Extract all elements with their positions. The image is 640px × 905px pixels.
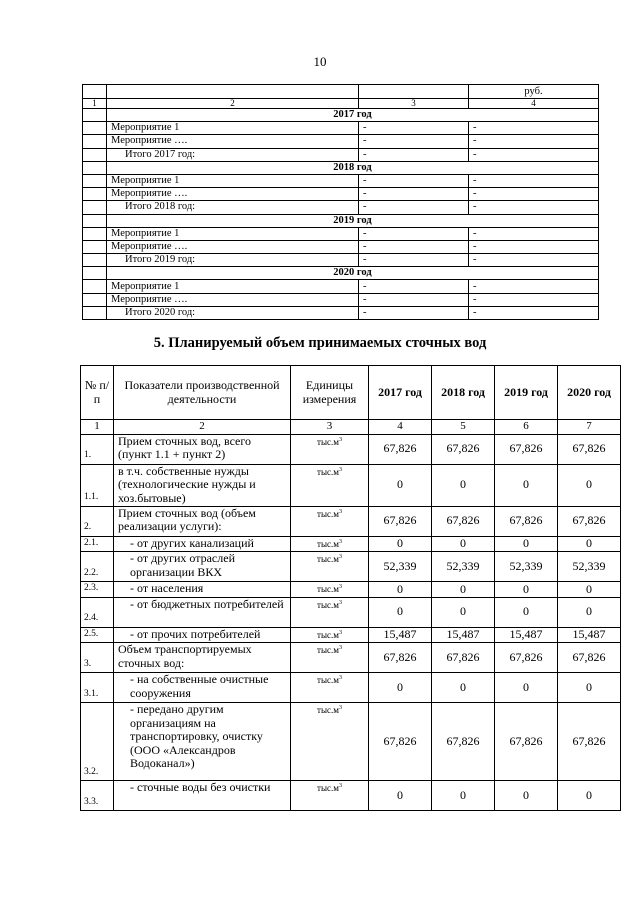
year-row <box>83 214 599 227</box>
value-cell: 0 <box>495 582 558 598</box>
value-col3: - <box>359 227 469 240</box>
year-label: 2019 год <box>107 214 599 227</box>
year-label: 2017 год <box>107 109 599 122</box>
value-cell: 0 <box>495 781 558 811</box>
table-row <box>83 188 599 201</box>
table-row <box>81 627 621 643</box>
value-col3: - <box>359 293 469 306</box>
value-col4: - <box>469 227 599 240</box>
unit-text: тыс.м <box>317 436 339 447</box>
year-row <box>83 109 599 122</box>
table-row <box>83 201 599 214</box>
unit-text: тыс.м <box>317 466 339 477</box>
header-year-2020: 2020 год <box>558 366 621 420</box>
table-row <box>83 122 599 135</box>
unit-cell <box>291 552 369 582</box>
value-cell: 0 <box>558 464 621 506</box>
table-row <box>81 434 621 464</box>
column-number: 6 <box>495 420 558 435</box>
row-number: 2.2. <box>81 552 114 582</box>
indicator-label: Объем транспортируемых сточных вод: <box>114 643 291 673</box>
row-number: 2.5. <box>81 627 114 643</box>
section-title: 5. Планируемый объем принимаемых сточных вод <box>153 335 487 351</box>
value-cell: 0 <box>369 597 432 627</box>
unit-cell <box>291 781 369 811</box>
unit-exponent: 3 <box>338 508 342 515</box>
table-row <box>83 293 599 306</box>
table-row <box>81 536 621 552</box>
value-cell: 67,826 <box>558 434 621 464</box>
column-number: 1 <box>83 99 107 109</box>
unit-text: тыс.м <box>317 508 339 519</box>
table-row <box>81 643 621 673</box>
value-cell: 67,826 <box>495 434 558 464</box>
table-row <box>83 240 599 253</box>
value-col3: - <box>359 201 469 214</box>
column-number: 4 <box>469 99 599 109</box>
value-col4: - <box>469 201 599 214</box>
row-number: 2.3. <box>81 582 114 598</box>
row-num-cell <box>83 240 107 253</box>
indicator-label: - передано другим организациям на транспортировку, очистку (ООО «Александров Водоканал») <box>114 703 291 781</box>
row-number: 2.4. <box>81 597 114 627</box>
value-cell: 0 <box>495 536 558 552</box>
unit-exponent: 3 <box>338 466 342 473</box>
measure-label: Мероприятие …. <box>107 293 359 306</box>
value-cell: 0 <box>558 597 621 627</box>
row-num-cell <box>83 122 107 135</box>
unit-exponent: 3 <box>338 783 342 789</box>
value-col3: - <box>359 254 469 267</box>
unit-text: тыс.м <box>317 629 339 640</box>
value-cell: 0 <box>369 673 432 703</box>
unit-exponent: 3 <box>338 705 342 711</box>
unit-text: тыс.м <box>317 538 339 549</box>
value-cell: 0 <box>495 597 558 627</box>
table-row <box>83 135 599 148</box>
value-cell: 0 <box>369 536 432 552</box>
indicator-label: Прием сточных вод, всего (пункт 1.1 + пункт 2) <box>114 434 291 464</box>
currency-label: руб. <box>469 85 599 99</box>
measure-label: Итого 2019 год: <box>107 254 359 267</box>
column-number: 3 <box>359 99 469 109</box>
table-row <box>81 781 621 811</box>
indicator-label: в т.ч. собственные нужды (технологические нужды и хоз.бытовые) <box>114 464 291 506</box>
row-number: 3. <box>81 643 114 673</box>
unit-text: тыс.м <box>317 554 339 564</box>
value-col4: - <box>469 306 599 319</box>
row-number: 3.2. <box>81 703 114 781</box>
header-indicator: Показатели производственной деятельности <box>114 366 291 420</box>
header-unit: Единицы измерения <box>291 366 369 420</box>
measure-label: Итого 2017 год: <box>107 148 359 161</box>
unit-cell <box>291 673 369 703</box>
value-cell: 0 <box>558 536 621 552</box>
table-row <box>81 582 621 598</box>
value-cell: 0 <box>432 673 495 703</box>
table-row <box>83 174 599 187</box>
value-col3: - <box>359 135 469 148</box>
value-cell: 67,826 <box>432 703 495 781</box>
value-col4: - <box>469 280 599 293</box>
row-num-cell <box>83 188 107 201</box>
unit-cell <box>291 597 369 627</box>
header-cell <box>359 85 469 99</box>
measure-label: Мероприятие 1 <box>107 280 359 293</box>
value-cell: 0 <box>432 582 495 598</box>
value-col4: - <box>469 174 599 187</box>
unit-exponent: 3 <box>338 584 342 590</box>
value-cell: 15,487 <box>369 627 432 643</box>
row-number: 3.3. <box>81 781 114 811</box>
value-cell: 52,339 <box>495 552 558 582</box>
measure-label: Мероприятие …. <box>107 135 359 148</box>
value-cell: 0 <box>432 781 495 811</box>
value-col4: - <box>469 135 599 148</box>
measure-label: Мероприятие 1 <box>107 174 359 187</box>
value-col3: - <box>359 240 469 253</box>
value-col3: - <box>359 174 469 187</box>
measure-label: Итого 2020 год: <box>107 306 359 319</box>
year-label: 2018 год <box>107 161 599 174</box>
value-cell: 67,826 <box>558 506 621 536</box>
measures-table <box>82 84 599 320</box>
value-col4: - <box>469 240 599 253</box>
row-num-cell <box>83 201 107 214</box>
value-cell: 67,826 <box>432 506 495 536</box>
row-num-cell <box>83 227 107 240</box>
header-year-2018: 2018 год <box>432 366 495 420</box>
row-num-cell <box>83 293 107 306</box>
value-cell: 67,826 <box>495 703 558 781</box>
value-cell: 67,826 <box>495 506 558 536</box>
indicator-label: - от бюджетных потребителей <box>114 597 291 627</box>
table-row <box>83 280 599 293</box>
value-cell: 67,826 <box>558 643 621 673</box>
table-header-row <box>83 85 599 99</box>
measure-label: Мероприятие 1 <box>107 227 359 240</box>
indicator-label: Прием сточных вод (объем реализации услуги): <box>114 506 291 536</box>
table-row <box>81 552 621 582</box>
value-col4: - <box>469 148 599 161</box>
row-num-cell <box>83 174 107 187</box>
unit-exponent: 3 <box>338 645 342 651</box>
value-cell: 67,826 <box>369 643 432 673</box>
unit-cell <box>291 464 369 506</box>
table-row <box>81 673 621 703</box>
value-cell: 0 <box>558 781 621 811</box>
column-number: 4 <box>369 420 432 435</box>
value-cell: 15,487 <box>558 627 621 643</box>
year-cell-empty <box>83 161 107 174</box>
unit-text: тыс.м <box>317 705 339 715</box>
header-num: № п/п <box>81 366 114 420</box>
indicator-label: - на собственные очистные сооружения <box>114 673 291 703</box>
indicator-label: - сточные воды без очистки <box>114 781 291 811</box>
value-cell: 15,487 <box>495 627 558 643</box>
unit-exponent: 3 <box>338 436 342 443</box>
column-number-row <box>81 420 621 435</box>
row-num-cell <box>83 148 107 161</box>
value-cell: 15,487 <box>432 627 495 643</box>
table-row <box>81 703 621 781</box>
table-row <box>81 464 621 506</box>
unit-exponent: 3 <box>338 675 342 681</box>
unit-cell <box>291 434 369 464</box>
indicator-label: - от других отраслей организации ВКХ <box>114 552 291 582</box>
value-cell: 67,826 <box>369 506 432 536</box>
row-num-cell <box>83 254 107 267</box>
measure-label: Итого 2018 год: <box>107 201 359 214</box>
unit-exponent: 3 <box>338 629 342 636</box>
value-col3: - <box>359 280 469 293</box>
value-cell: 52,339 <box>432 552 495 582</box>
unit-text: тыс.м <box>317 599 339 610</box>
column-number: 7 <box>558 420 621 435</box>
row-number: 3.1. <box>81 673 114 703</box>
table-row <box>81 506 621 536</box>
value-cell: 52,339 <box>369 552 432 582</box>
row-number: 2. <box>81 506 114 536</box>
value-col3: - <box>359 188 469 201</box>
unit-text: тыс.м <box>317 584 339 594</box>
table-row <box>81 597 621 627</box>
value-cell: 0 <box>369 582 432 598</box>
value-cell: 67,826 <box>495 643 558 673</box>
value-cell: 67,826 <box>432 643 495 673</box>
wastewater-table <box>80 365 621 811</box>
value-cell: 67,826 <box>369 703 432 781</box>
table-row <box>83 254 599 267</box>
value-cell: 0 <box>369 464 432 506</box>
unit-cell <box>291 582 369 598</box>
unit-text: тыс.м <box>317 783 339 793</box>
year-row <box>83 161 599 174</box>
value-col3: - <box>359 148 469 161</box>
row-number: 1. <box>81 434 114 464</box>
measure-label: Мероприятие …. <box>107 240 359 253</box>
unit-text: тыс.м <box>317 645 339 655</box>
table-row <box>83 148 599 161</box>
header-cell <box>83 85 107 99</box>
column-number: 2 <box>107 99 359 109</box>
column-number-row <box>83 99 599 109</box>
value-cell: 0 <box>495 673 558 703</box>
unit-exponent: 3 <box>338 538 342 545</box>
value-cell: 0 <box>369 781 432 811</box>
value-cell: 67,826 <box>558 703 621 781</box>
value-cell: 52,339 <box>558 552 621 582</box>
unit-exponent: 3 <box>338 554 342 560</box>
year-row <box>83 267 599 280</box>
value-cell: 0 <box>432 536 495 552</box>
unit-cell <box>291 627 369 643</box>
column-number: 3 <box>291 420 369 435</box>
value-col3: - <box>359 122 469 135</box>
year-cell-empty <box>83 267 107 280</box>
year-cell-empty <box>83 109 107 122</box>
value-cell: 0 <box>432 464 495 506</box>
indicator-label: - от прочих потребителей <box>114 627 291 643</box>
value-cell: 67,826 <box>432 434 495 464</box>
measure-label: Мероприятие 1 <box>107 122 359 135</box>
value-cell: 0 <box>495 464 558 506</box>
column-number: 5 <box>432 420 495 435</box>
column-number: 1 <box>81 420 114 435</box>
value-col4: - <box>469 188 599 201</box>
value-cell: 67,826 <box>369 434 432 464</box>
indicator-label: - от других канализаций <box>114 536 291 552</box>
unit-exponent: 3 <box>338 599 342 606</box>
year-cell-empty <box>83 214 107 227</box>
row-number: 1.1. <box>81 464 114 506</box>
header-cell <box>107 85 359 99</box>
unit-cell <box>291 506 369 536</box>
value-cell: 0 <box>558 582 621 598</box>
unit-text: тыс.м <box>317 675 339 685</box>
value-col4: - <box>469 293 599 306</box>
header-year-2019: 2019 год <box>495 366 558 420</box>
row-number: 2.1. <box>81 536 114 552</box>
indicator-label: - от населения <box>114 582 291 598</box>
table-header-row <box>81 366 621 420</box>
page-number: 10 <box>313 54 327 69</box>
value-col3: - <box>359 306 469 319</box>
year-label: 2020 год <box>107 267 599 280</box>
table-row <box>83 227 599 240</box>
row-num-cell <box>83 306 107 319</box>
row-num-cell <box>83 280 107 293</box>
table-row <box>83 306 599 319</box>
measure-label: Мероприятие …. <box>107 188 359 201</box>
unit-cell <box>291 643 369 673</box>
value-col4: - <box>469 122 599 135</box>
unit-cell <box>291 703 369 781</box>
value-cell: 0 <box>558 673 621 703</box>
header-year-2017: 2017 год <box>369 366 432 420</box>
column-number: 2 <box>114 420 291 435</box>
value-cell: 0 <box>432 597 495 627</box>
unit-cell <box>291 536 369 552</box>
row-num-cell <box>83 135 107 148</box>
value-col4: - <box>469 254 599 267</box>
